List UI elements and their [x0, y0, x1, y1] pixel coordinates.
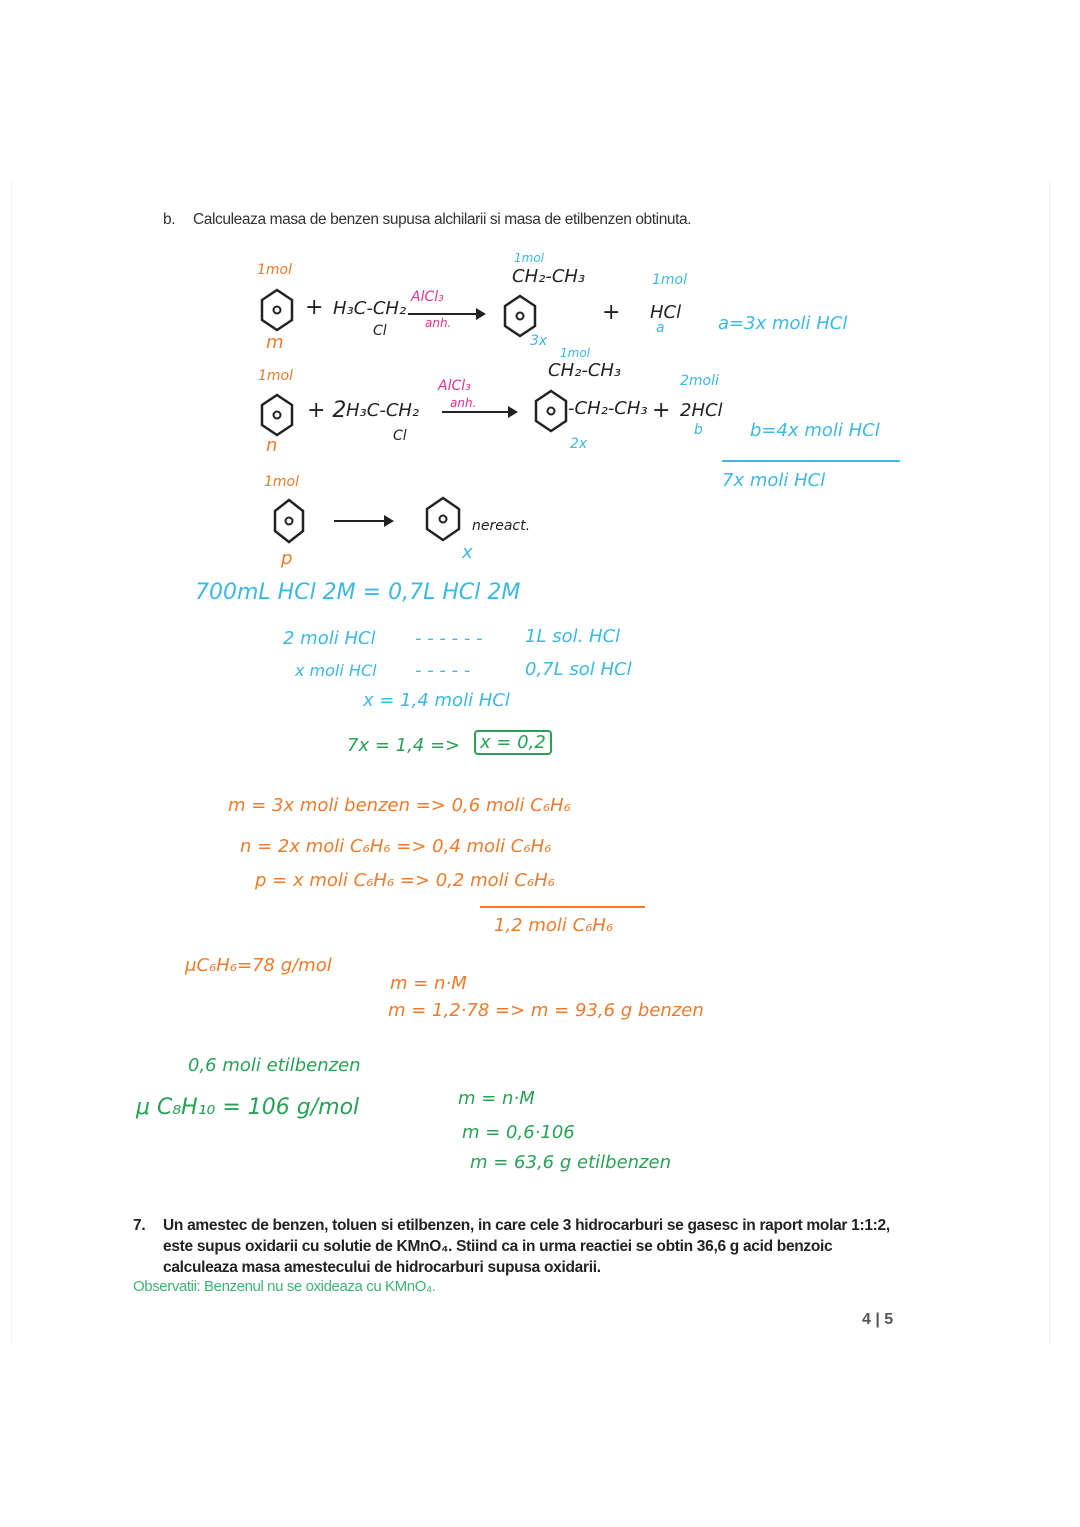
- r1-byproduct-mol: 1mol: [652, 272, 687, 288]
- r2-product-coef: 2x: [570, 436, 588, 452]
- r1-catalyst: AlCl₃: [411, 289, 444, 305]
- benzene-ring-icon: [259, 287, 295, 333]
- r3-product-var: x: [462, 542, 473, 563]
- r1-catalyst-cond: anh.: [425, 316, 452, 330]
- x-result-box: x = 0,2: [474, 730, 552, 755]
- ethylbenzene-formula: m = n·M: [458, 1088, 535, 1109]
- hcl-line5-left: 7x = 1,4 =>: [347, 735, 461, 756]
- r1-product-mol: 1mol: [514, 251, 544, 265]
- benzene-ring-icon: [272, 497, 306, 545]
- hcl-line2-right: 1L sol. HCl: [525, 626, 621, 647]
- r2-product-mol: 1mol: [560, 346, 590, 360]
- observation-note: Observatii: Benzenul nu se oxideaza cu KMnO₄.: [133, 1278, 436, 1295]
- r2-arrow-head-icon: [508, 406, 518, 418]
- hcl-line4: x = 1,4 moli HCl: [363, 690, 510, 711]
- r2-catalyst: AlCl₃: [438, 378, 471, 394]
- benzene-formula: m = n·M: [390, 973, 467, 994]
- r3-reactant-var: p: [281, 548, 293, 569]
- r2-reactant-var: n: [266, 435, 278, 456]
- benzene-result: m = 1,2·78 => m = 93,6 g benzen: [388, 1000, 704, 1021]
- diethylbenzene-ring-icon: [533, 388, 569, 434]
- ethylbenzene-result: m = 63,6 g etilbenzen: [470, 1152, 671, 1173]
- r2-plus1: + 2: [307, 398, 347, 423]
- r1-plus2: +: [602, 300, 621, 325]
- benzene-line1: m = 3x moli benzen => 0,6 moli C₆H₆: [228, 795, 571, 816]
- r1-arrow-head-icon: [476, 308, 486, 320]
- r1-reactant-mol: 1mol: [257, 262, 292, 278]
- r2-reagent-sub: Cl: [393, 428, 407, 444]
- r2-plus2: +: [652, 398, 671, 423]
- hcl-line2-left: 2 moli HCl: [283, 628, 376, 649]
- r2-product-chain-top: CH₂-CH₃: [548, 360, 622, 381]
- r2-total: 7x moli HCl: [722, 470, 826, 491]
- r2-byproduct: 2HCl: [680, 400, 723, 421]
- benzene-molar-mass: μC₆H₆=78 g/mol: [185, 955, 332, 976]
- r2-catalyst-cond: anh.: [450, 396, 477, 410]
- ethylbenzene-moles: 0,6 moli etilbenzen: [188, 1055, 361, 1076]
- question-b-text: Calculeaza masa de benzen supusa alchilarii si masa de etilbenzen obtinuta.: [193, 211, 692, 228]
- hcl-line3-right: 0,7L sol HCl: [525, 659, 632, 680]
- hcl-line3-left: x moli HCl: [295, 661, 377, 680]
- r3-arrow-head-icon: [384, 515, 394, 527]
- r1-reagent-sub: Cl: [373, 323, 387, 339]
- r3-arrow: [334, 520, 384, 522]
- r1-note: a=3x moli HCl: [718, 313, 848, 334]
- r3-product-note: nereact.: [472, 518, 531, 534]
- ethylbenzene-molar-mass: μ C₈H₁₀ = 106 g/mol: [136, 1095, 360, 1120]
- question-7-line3: calculeaza masa amestecului de hidrocarburi supusa oxidarii.: [163, 1259, 601, 1276]
- r2-reagent: H₃C-CH₂: [346, 400, 420, 421]
- r2-byproduct-mol: 2moli: [680, 373, 719, 389]
- question-7-line2: este supus oxidarii cu solutie de KMnO₄. Stiind ca in urma reactiei se obtin 36,6 g acid benzoic: [163, 1238, 833, 1255]
- benzene-ring-icon: [259, 392, 295, 438]
- benzene-sum-divider: [480, 906, 645, 908]
- question-7-line1: Un amestec de benzen, toluen si etilbenzen, in care cele 3 hidrocarburi se gasesc in raport molar 1:1:2,: [163, 1217, 890, 1234]
- hcl-line3-dots: - - - - -: [415, 660, 471, 681]
- r1-product-chain: CH₂-CH₃: [512, 266, 586, 287]
- r2-product-chain-side: -CH₂-CH₃: [568, 398, 648, 419]
- r2-note: b=4x moli HCl: [750, 420, 880, 441]
- r1-reactant-var: m: [266, 332, 284, 353]
- hcl-line2-dots: - - - - - -: [415, 628, 483, 649]
- r1-product-coef: 3x: [530, 333, 548, 349]
- page-number: 4 | 5: [862, 1311, 894, 1328]
- benzene-ring-icon: [424, 495, 462, 543]
- sum-divider: [722, 460, 900, 462]
- r1-arrow: [408, 313, 478, 315]
- r3-reactant-mol: 1mol: [264, 474, 299, 490]
- question-b: [163, 211, 691, 229]
- r1-plus1: +: [305, 295, 324, 320]
- question-7-number: 7.: [133, 1217, 146, 1234]
- ethylbenzene-substitution: m = 0,6·106: [462, 1122, 575, 1143]
- r1-byproduct: HCl: [650, 302, 682, 323]
- r1-byproduct-var: a: [656, 320, 665, 336]
- question-b-label: b.: [163, 211, 176, 228]
- r2-reactant-mol: 1mol: [258, 368, 293, 384]
- r1-reagent: H₃C-CH₂: [333, 298, 407, 319]
- benzene-line3: p = x moli C₆H₆ => 0,2 moli C₆H₆: [255, 870, 555, 891]
- r2-byproduct-var: b: [694, 422, 703, 438]
- benzene-total: 1,2 moli C₆H₆: [494, 915, 614, 936]
- r2-arrow: [442, 411, 510, 413]
- hcl-line1: 700mL HCl 2M = 0,7L HCl 2M: [195, 580, 521, 605]
- benzene-line2: n = 2x moli C₆H₆ => 0,4 moli C₆H₆: [240, 836, 552, 857]
